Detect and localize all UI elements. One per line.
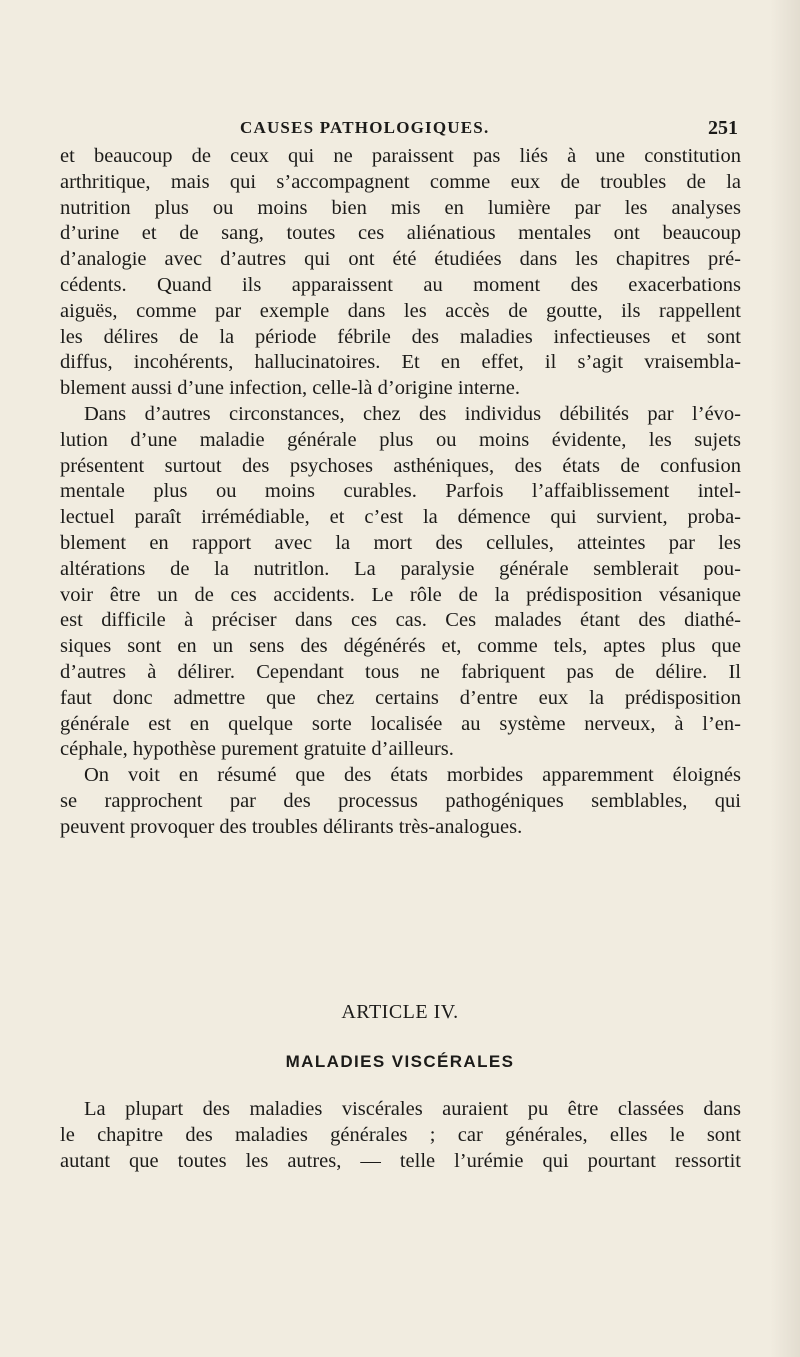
text-line: faut donc admettre que chez certains d’entre eux la prédisposition xyxy=(60,686,741,709)
text-line: autant que toutes les autres, — telle l’urémie qui pourtant ressortit xyxy=(60,1149,741,1172)
text-line: se rapprochent par des processus pathogéniques semblables, qui xyxy=(60,789,741,812)
text-line: arthritique, mais qui s’accompagnent comme eux de troubles de la xyxy=(60,170,741,193)
text-line: est difficile à préciser dans ces cas. Ces malades étant des diathé- xyxy=(60,609,741,632)
text-line: d’analogie avec d’autres qui ont été étudiées dans les chapitres pré- xyxy=(60,248,741,271)
text-line: blement aussi d’une infection, celle-là d’origine interne. xyxy=(60,377,520,400)
running-title: CAUSES PATHOLOGIQUES. xyxy=(240,118,490,137)
text-line: blement en rapport avec la mort des cellules, atteintes par les xyxy=(60,531,741,554)
text-line: les délires de la période fébrile des maladies infectieuses et sont xyxy=(60,325,741,348)
text-line: altérations de la nutritlon. La paralysie générale semblerait pou- xyxy=(60,557,741,580)
text-line: diffus, incohérents, hallucinatoires. Et en effet, il s’agit vraisembla- xyxy=(60,351,741,374)
text-line: et beaucoup de ceux qui ne paraissent pas liés à une constitution xyxy=(60,145,741,167)
running-head xyxy=(0,118,800,140)
text-line: lution d’une maladie générale plus ou moins évidente, les sujets xyxy=(60,428,741,451)
text-line: siques sont en un sens des dégénérés et, comme tels, aptes plus que xyxy=(60,635,741,658)
text-line: Dans d’autres circonstances, chez des individus débilités par l’évo- xyxy=(84,402,741,425)
article-number-heading: ARTICLE IV. xyxy=(341,1001,459,1023)
text-line: aiguës, comme par exemple dans les accès de goutte, ils rappellent xyxy=(60,299,741,322)
body-text xyxy=(60,144,741,841)
text-line: voir être un de ces accidents. Le rôle de la prédisposition vésanique xyxy=(60,583,741,606)
text-line: le chapitre des maladies générales ; car générales, elles le sont xyxy=(60,1123,741,1146)
page-edge-shadow xyxy=(770,0,800,1357)
text-line: d’autres à délirer. Cependant tous ne fabriquent pas de délire. Il xyxy=(60,660,741,683)
text-line: céphale, hypothèse purement gratuite d’ailleurs. xyxy=(60,738,454,761)
text-line: On voit en résumé que des états morbides apparemment éloignés xyxy=(84,764,741,787)
text-line: présentent surtout des psychoses asthéniques, des états de confusion xyxy=(60,454,741,477)
text-line: cédents. Quand ils apparaissent au moment des exacerbations xyxy=(60,273,741,296)
text-line: d’urine et de sang, toutes ces aliénatious mentales ont beaucoup xyxy=(60,222,741,245)
section-title-heading: MALADIES VISCÉRALES xyxy=(285,1052,515,1071)
page-number: 251 xyxy=(708,117,738,139)
body-text-after-heading xyxy=(60,1097,741,1174)
text-line: lectuel paraît irrémédiable, et c’est la démence qui survient, proba- xyxy=(60,506,741,529)
text-line: peuvent provoquer des troubles délirants très-analogues. xyxy=(60,815,523,838)
text-line: mentale plus ou moins curables. Parfois l’affaiblissement intel- xyxy=(60,480,741,503)
text-line: générale est en quelque sorte localisée au système nerveux, à l’en- xyxy=(60,712,741,735)
text-line: La plupart des maladies viscérales auraient pu être classées dans xyxy=(84,1098,741,1120)
text-line: nutrition plus ou moins bien mis en lumière par les analyses xyxy=(60,196,741,219)
